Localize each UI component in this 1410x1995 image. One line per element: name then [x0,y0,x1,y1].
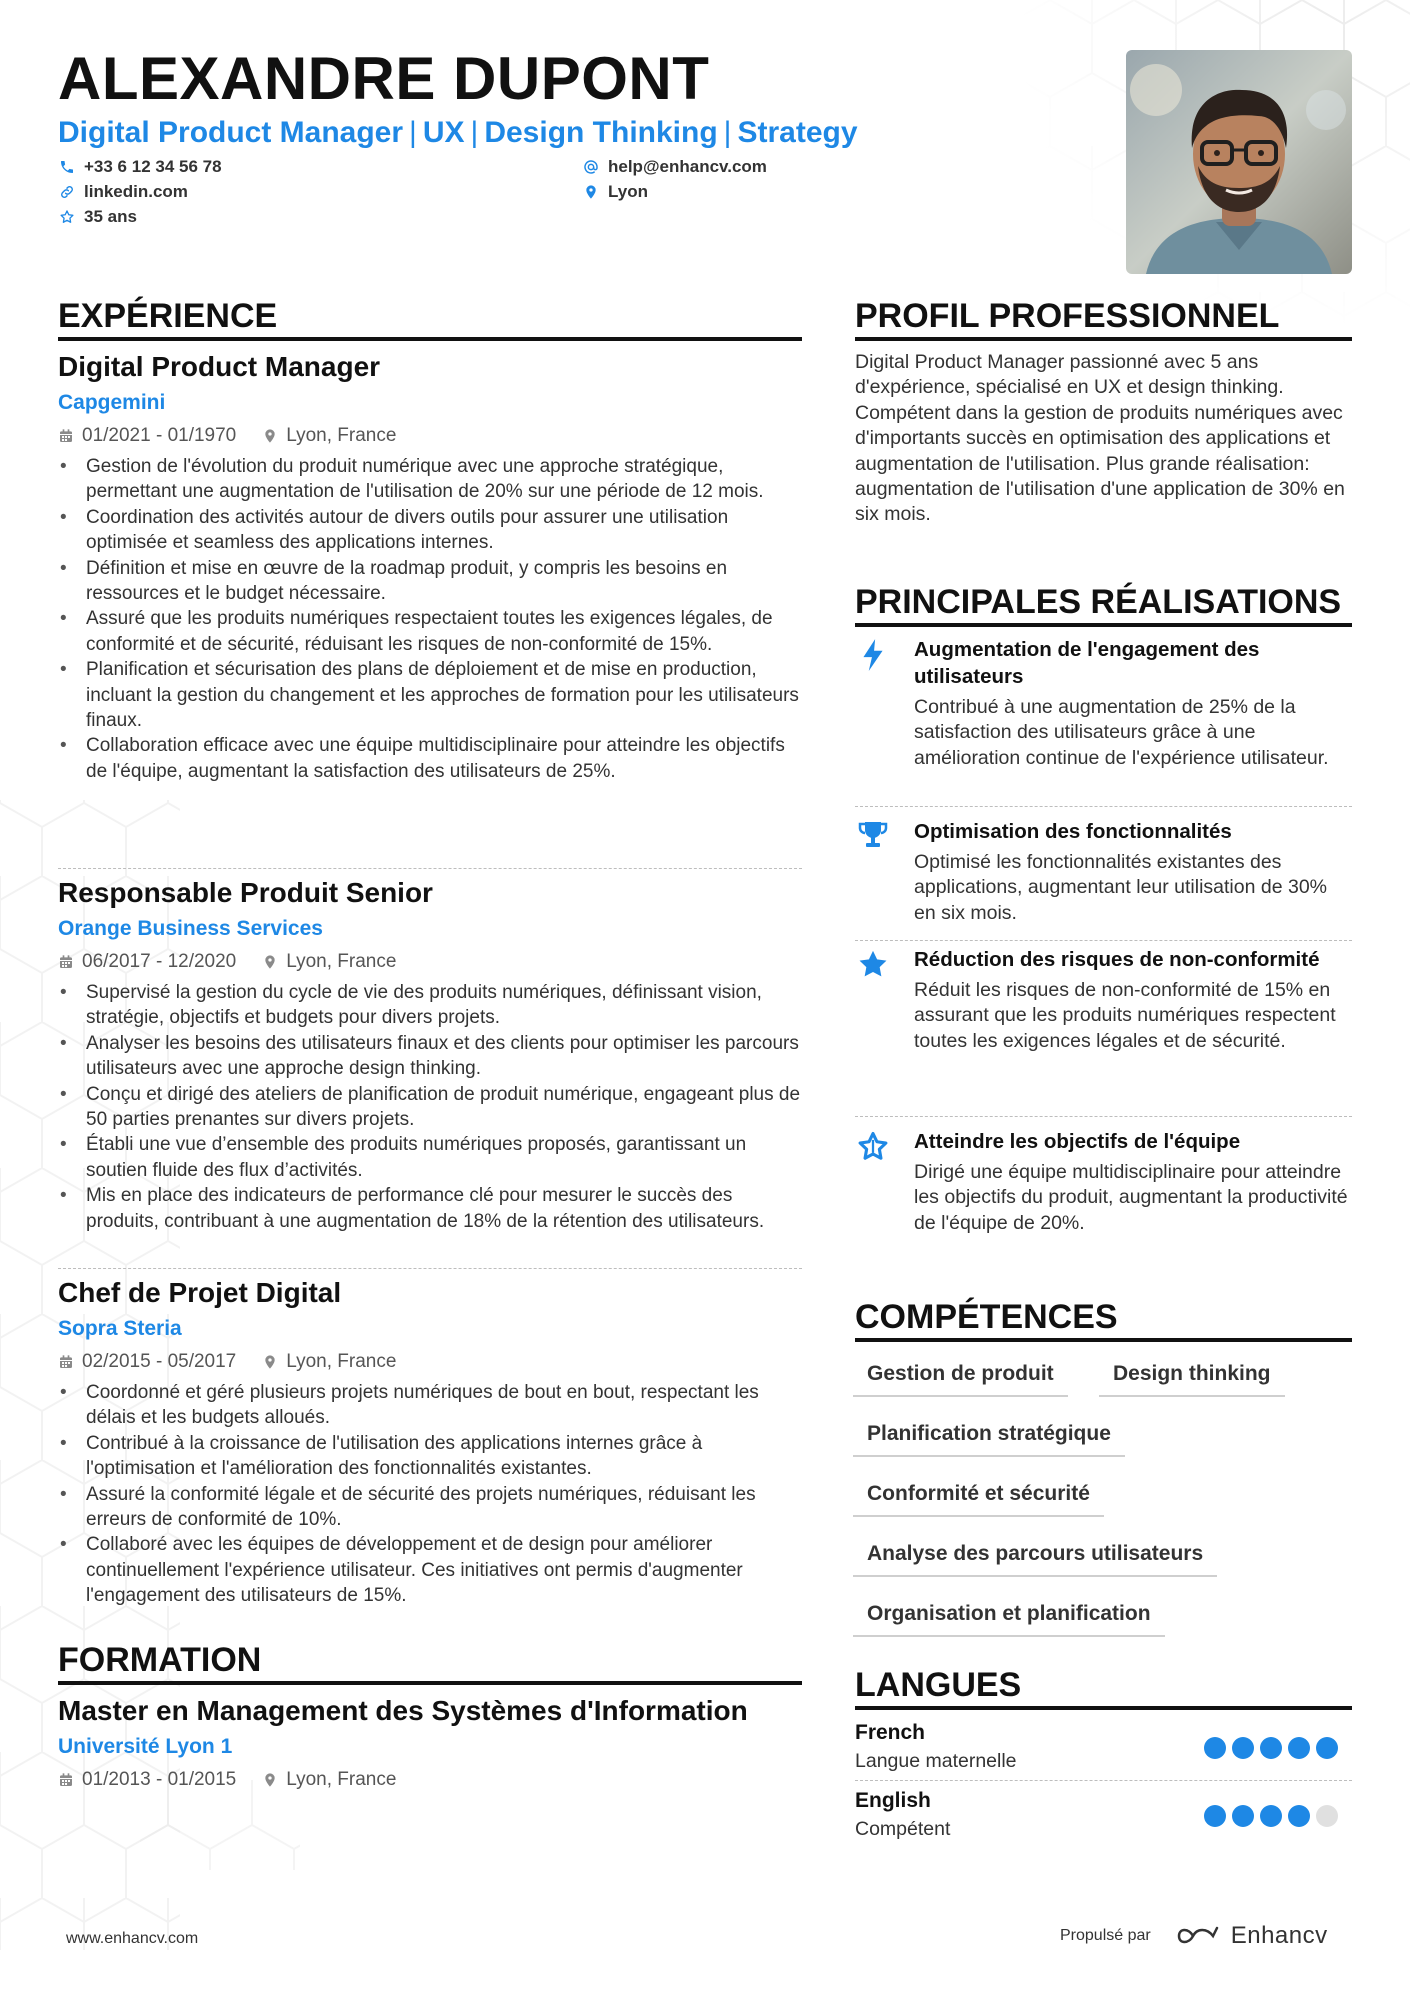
degree-title: Master en Management des Systèmes d'Information [58,1695,748,1726]
bullet-item: • Planification et sécurisation des plans de déploiement et de mise en production, incluant la gestion du changement et les approches de formation pour les utilisateurs finaux. [58,657,802,733]
job-title: Responsable Produit Senior [58,877,433,908]
headline-role: Digital Product Manager [58,116,404,149]
achievement-item-3 [855,946,1352,1054]
skill-tag: Analyse des parcours utilisateurs [853,1535,1217,1577]
contact-age: 35 ans [58,206,137,228]
rating-dot-filled [1288,1805,1310,1827]
rating-dot-filled [1288,1737,1310,1759]
rating-dot-empty [1316,1805,1338,1827]
achievement-item-2 [855,818,1352,926]
section-title-achievements: PRINCIPALES RÉALISATIONS [855,583,1342,621]
skill-tag: Organisation et planification [853,1595,1165,1637]
brand-name: Enhancv [1230,1922,1328,1949]
headline-separator: | [723,116,732,149]
headline-skill-design: Design Thinking [484,116,718,149]
job-location: Lyon, France [262,951,396,973]
map-pin-icon [582,183,600,201]
job-entry-2 [58,876,802,1234]
skill-tag: Gestion de produit [853,1355,1068,1397]
job-bullets [58,980,802,1234]
powered-by-label: Propulsé par [1060,1927,1151,1944]
bullet-item: • Assuré la conformité légale et de sécurité des projets numériques, réduisant les erreurs de conformité de 10%. [58,1482,802,1533]
bullet-item: • Analyser les besoins des utilisateurs finaux et des clients pour optimiser les parcours utilisateurs avec une approche design thinking. [58,1031,802,1082]
achievement-title: Augmentation de l'engagement des utilisateurs [914,638,1260,688]
bullet-item: • Coordonné et géré plusieurs projets numériques de bout en bout, respectant les délais et les budgets alloués. [58,1380,802,1431]
bullet-item: • Gestion de l'évolution du produit numérique avec une approche stratégique, permettant une augmentation de l'utilisation de 20% sur une période de 12 mois. [58,454,802,505]
language-level: Langue maternelle [855,1750,1017,1772]
entry-divider [855,940,1352,941]
achievement-description: Dirigé une équipe multidisciplinaire pour atteindre les objectifs du produit, augmentant la productivité de l'équipe de 20%. [914,1161,1348,1234]
bullet-item: • Collaboré avec les équipes de développement et de design pour améliorer continuellement l'expérience utilisateur. Ces initiatives ont permis d'augmenter l'engagement des utilisateurs de 15%. [58,1532,802,1608]
achievement-item-4 [855,1128,1352,1236]
star-outline-icon [58,208,76,226]
section-rule [58,337,802,341]
bullet-item: • Établi une vue d’ensemble des produits numériques proposés, garantissant un soutien fluide des flux d’activités. [58,1132,802,1183]
section-title-profile: PROFIL PROFESSIONNEL [855,297,1280,335]
calendar-icon [58,954,74,970]
bullet-item: • Coordination des activités autour de divers outils pour assurer une utilisation optimisée et seamless des applications internes. [58,505,802,556]
map-pin-icon [262,954,278,970]
achievement-title: Réduction des risques de non-conformité [914,948,1320,971]
skill-tag: Conformité et sécurité [853,1475,1104,1517]
job-location: Lyon, France [262,425,396,447]
bullet-item: • Contribué à la croissance de l'utilisation des applications internes grâce à l'optimisation et l'amélioration des fonctionnalités existantes. [58,1431,802,1482]
contact-linkedin[interactable]: linkedin.com [58,181,188,203]
job-meta [58,1349,802,1375]
rating-dot-filled [1260,1805,1282,1827]
calendar-icon [58,428,74,444]
bullet-item: • Conçu et dirigé des ateliers de planification de produit numérique, engageant plus de 50 parties prenantes sur divers projets. [58,1082,802,1133]
candidate-name: ALEXANDRE DUPONT [58,45,710,112]
rating-dot-filled [1204,1805,1226,1827]
entry-divider [58,868,802,869]
entry-divider [855,806,1352,807]
footer-branding[interactable] [1060,1922,1328,1950]
job-title: Digital Product Manager [58,351,381,382]
enhancv-logo-icon [1173,1924,1221,1948]
language-name: French [855,1721,926,1744]
rating-dot-filled [1260,1737,1282,1759]
bullet-item: • Supervisé la gestion du cycle de vie des produits numériques, définissant vision, stratégie, objectifs et budgets pour divers projets. [58,980,802,1031]
bullet-item: • Collaboration efficace avec une équipe multidisciplinaire pour atteindre les objectifs de l'équipe, augmentant la satisfaction des utilisateurs de 25%. [58,733,802,784]
section-title-education: FORMATION [58,1641,262,1679]
job-dates: 02/2015 - 05/2017 [58,1351,236,1373]
language-rating [1204,1737,1344,1759]
headline-skill-strategy: Strategy [737,116,858,149]
section-rule [855,623,1352,627]
profile-summary: Digital Product Manager passionné avec 5 ans d'expérience, spécialisé en UX et design thinking. Compétent dans la gestion de produits numériques avec d'importants succès en optimisation des applications et augmentation de l'utilisation. Plus grande réalisation: augmentation de l'utilisation d'une application de 30% en six mois. [855,351,1345,526]
star-filled-icon [855,948,891,984]
company-name[interactable]: Orange Business Services [58,917,323,940]
rating-dot-filled [1316,1737,1338,1759]
lightning-icon [855,638,891,674]
achievement-title: Optimisation des fonctionnalités [914,820,1232,843]
language-rating [1204,1805,1344,1827]
entry-divider [855,1780,1352,1781]
job-meta [58,949,802,975]
job-title: Chef de Projet Digital [58,1277,342,1308]
achievement-item-1 [855,636,1352,771]
calendar-icon [58,1772,74,1788]
rating-dot-filled [1232,1737,1254,1759]
education-entry [58,1694,802,1793]
bullet-item: • Définition et mise en œuvre de la roadmap produit, y compris les besoins en ressources et le budget nécessaire. [58,556,802,607]
achievement-title: Atteindre les objectifs de l'équipe [914,1130,1241,1153]
section-title-skills: COMPÉTENCES [855,1298,1118,1336]
contact-email[interactable]: help@enhancv.com [582,156,767,178]
entry-divider [58,1268,802,1269]
education-location: Lyon, France [262,1769,396,1791]
skill-tag: Design thinking [1099,1355,1285,1397]
link-icon [58,183,76,201]
job-entry-3 [58,1276,802,1609]
at-icon [582,158,600,176]
job-bullets [58,454,802,784]
section-rule [855,1706,1352,1710]
section-rule [855,1338,1352,1342]
section-rule [58,1681,802,1685]
section-title-experience: EXPÉRIENCE [58,297,278,335]
contact-phone[interactable]: +33 6 12 34 56 78 [58,156,222,178]
job-entry-1 [58,350,802,784]
trophy-icon [855,820,891,856]
job-dates: 01/2021 - 01/1970 [58,425,236,447]
education-dates: 01/2013 - 01/2015 [58,1769,236,1791]
achievement-description: Réduit les risques de non-conformité de 15% en assurant que les produits numériques respectent toutes les exigences légales et de sécurité. [914,979,1336,1052]
map-pin-icon [262,1772,278,1788]
education-meta [58,1767,802,1793]
headline-skill-ux: UX [422,116,465,149]
skill-tag: Planification stratégique [853,1415,1125,1457]
calendar-icon [58,1354,74,1370]
map-pin-icon [262,428,278,444]
headline-separator: | [409,116,417,149]
job-location: Lyon, France [262,1351,396,1373]
job-bullets [58,1380,802,1609]
rating-dot-filled [1232,1805,1254,1827]
achievement-description: Optimisé les fonctionnalités existantes des applications, augmentant leur utilisation de 30% en six mois. [914,851,1328,924]
contact-location: Lyon [582,181,648,203]
job-dates: 06/2017 - 12/2020 [58,951,236,973]
entry-divider [855,1116,1352,1117]
rating-dot-filled [1204,1737,1226,1759]
bullet-item: • Assuré que les produits numériques respectaient toutes les exigences légales, de conformité et de sécurité, réduisant les risques de non-conformité de 15%. [58,606,802,657]
footer-website[interactable]: www.enhancv.com [66,1930,199,1947]
headline-separator: | [470,116,479,149]
achievement-description: Contribué à une augmentation de 25% de la satisfaction des utilisateurs grâce à une amélioration continue de l'expérience utilisateur. [914,696,1329,769]
language-level: Compétent [855,1818,951,1840]
job-meta [58,423,802,449]
section-rule [855,337,1352,341]
school-name[interactable]: Université Lyon 1 [58,1735,233,1758]
map-pin-icon [262,1354,278,1370]
section-title-languages: LANGUES [855,1666,1022,1704]
company-name[interactable]: Sopra Steria [58,1317,182,1340]
company-name[interactable]: Capgemini [58,391,166,414]
profile-photo [1126,50,1352,274]
bullet-item: • Mis en place des indicateurs de performance clé pour mesurer le succès des produits, contribuant à une augmentation de 18% de la rétention des utilisateurs. [58,1183,802,1234]
phone-icon [58,158,76,176]
language-name: English [855,1789,931,1812]
headline [58,115,858,151]
star-outline-icon [855,1130,891,1166]
